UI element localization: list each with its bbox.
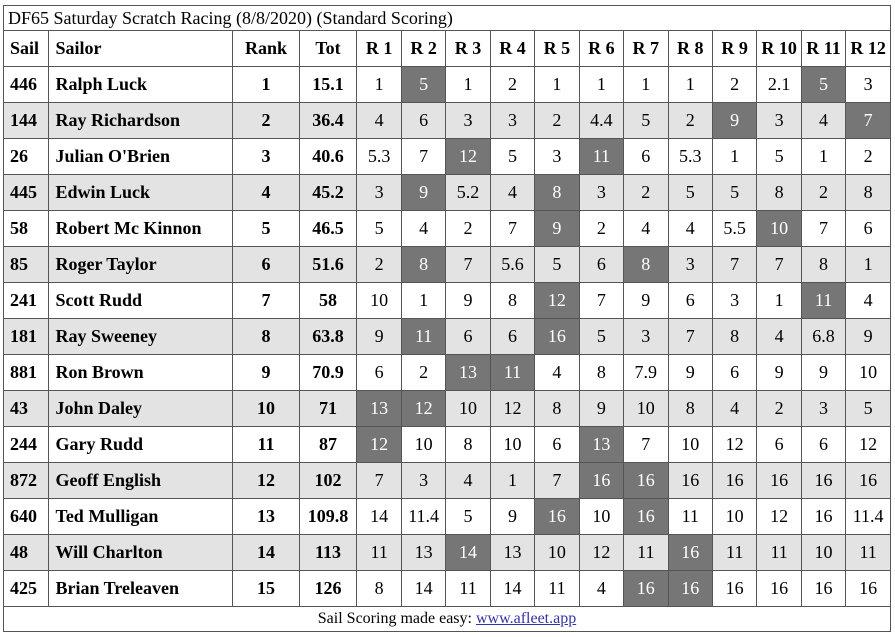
race-score: 4	[757, 319, 801, 355]
race-score: 7	[357, 463, 401, 499]
race-score: 10	[357, 283, 401, 319]
header-race-1: R 1	[357, 31, 401, 67]
race-score: 6	[579, 247, 623, 283]
total-points: 102	[299, 463, 357, 499]
race-score: 3	[401, 463, 445, 499]
race-score: 14	[401, 571, 445, 607]
race-score: 5.3	[357, 139, 401, 175]
race-score: 9	[801, 355, 845, 391]
race-score: 6	[446, 319, 490, 355]
page-title: DF65 Saturday Scratch Racing (8/8/2020) (Standard Scoring)	[4, 6, 891, 31]
race-score-discarded: 8	[401, 247, 445, 283]
rank-value: 4	[233, 175, 299, 211]
race-score: 8	[446, 427, 490, 463]
table-row	[4, 499, 891, 535]
race-score: 6	[668, 283, 712, 319]
race-score-discarded: 16	[624, 571, 668, 607]
race-score-discarded: 12	[357, 427, 401, 463]
rank-value: 12	[233, 463, 299, 499]
race-score-discarded: 14	[446, 535, 490, 571]
header-race-7: R 7	[624, 31, 668, 67]
race-score: 4	[624, 211, 668, 247]
race-score: 13	[490, 535, 534, 571]
race-score-discarded: 16	[668, 535, 712, 571]
race-score: 11.4	[846, 499, 891, 535]
results-body	[4, 67, 891, 607]
race-score: 12	[712, 427, 756, 463]
race-score-discarded: 16	[579, 463, 623, 499]
race-score: 5	[846, 391, 891, 427]
race-score-discarded: 16	[668, 571, 712, 607]
race-score: 10	[579, 499, 623, 535]
race-score: 1	[712, 139, 756, 175]
table-row	[4, 463, 891, 499]
rank-value: 7	[233, 283, 299, 319]
total-points: 113	[299, 535, 357, 571]
race-score: 9	[846, 319, 891, 355]
rank-value: 14	[233, 535, 299, 571]
race-score: 3	[846, 67, 891, 103]
header-race-5: R 5	[535, 31, 579, 67]
race-score: 1	[624, 67, 668, 103]
sailor-name: Scott Rudd	[49, 283, 233, 319]
header-race-6: R 6	[579, 31, 623, 67]
header-sailor: Sailor	[49, 31, 233, 67]
rank-value: 3	[233, 139, 299, 175]
race-score: 7	[535, 463, 579, 499]
race-score: 7	[446, 247, 490, 283]
race-score: 3	[490, 103, 534, 139]
table-row	[4, 319, 891, 355]
race-score-discarded: 10	[757, 211, 801, 247]
race-score: 3	[535, 139, 579, 175]
race-score: 12	[579, 535, 623, 571]
total-points: 109.8	[299, 499, 357, 535]
race-score: 7	[757, 247, 801, 283]
race-score: 5	[757, 139, 801, 175]
race-score: 10	[801, 535, 845, 571]
sail-number: 144	[4, 103, 49, 139]
race-score: 11	[712, 535, 756, 571]
race-score: 16	[668, 463, 712, 499]
race-score: 10	[712, 499, 756, 535]
rank-value: 8	[233, 319, 299, 355]
race-score: 11	[357, 535, 401, 571]
race-score: 3	[668, 247, 712, 283]
race-score: 7	[712, 247, 756, 283]
race-score: 10	[668, 427, 712, 463]
race-score: 1	[757, 283, 801, 319]
race-score: 7.9	[624, 355, 668, 391]
race-score: 8	[757, 175, 801, 211]
race-score: 1	[668, 67, 712, 103]
race-score: 6	[846, 211, 891, 247]
sail-number: 446	[4, 67, 49, 103]
sailor-name: Brian Treleaven	[49, 571, 233, 607]
table-row	[4, 355, 891, 391]
race-score-discarded: 11	[490, 355, 534, 391]
table-row	[4, 67, 891, 103]
sailor-name: Edwin Luck	[49, 175, 233, 211]
race-score: 9	[757, 355, 801, 391]
race-score: 3	[579, 175, 623, 211]
race-score: 9	[624, 283, 668, 319]
race-score-discarded: 12	[446, 139, 490, 175]
race-score: 13	[401, 535, 445, 571]
race-score: 8	[712, 319, 756, 355]
race-score: 7	[624, 427, 668, 463]
race-score: 16	[846, 571, 891, 607]
race-score: 9	[446, 283, 490, 319]
race-score: 2	[579, 211, 623, 247]
race-score: 8	[357, 571, 401, 607]
race-score: 2.1	[757, 67, 801, 103]
race-score: 8	[801, 247, 845, 283]
header-row	[4, 31, 891, 67]
race-score: 5	[712, 175, 756, 211]
race-score: 2	[446, 211, 490, 247]
race-score-discarded: 16	[535, 499, 579, 535]
race-score: 16	[712, 571, 756, 607]
race-score: 2	[535, 103, 579, 139]
total-points: 40.6	[299, 139, 357, 175]
race-score: 16	[712, 463, 756, 499]
race-score: 2	[624, 175, 668, 211]
total-points: 15.1	[299, 67, 357, 103]
sail-number: 425	[4, 571, 49, 607]
sailor-name: Ralph Luck	[49, 67, 233, 103]
race-score: 6.8	[801, 319, 845, 355]
race-score-discarded: 9	[712, 103, 756, 139]
race-score: 2	[846, 139, 891, 175]
race-score: 16	[846, 463, 891, 499]
sailor-name: John Daley	[49, 391, 233, 427]
race-score: 4	[401, 211, 445, 247]
race-score: 11	[757, 535, 801, 571]
race-score: 7	[401, 139, 445, 175]
race-score: 8	[535, 391, 579, 427]
footer	[4, 607, 891, 632]
race-score: 10	[401, 427, 445, 463]
rank-value: 1	[233, 67, 299, 103]
sailor-name: Gary Rudd	[49, 427, 233, 463]
race-score: 4	[490, 175, 534, 211]
sailor-name: Robert Mc Kinnon	[49, 211, 233, 247]
race-score-discarded: 16	[624, 499, 668, 535]
table-row	[4, 247, 891, 283]
total-points: 46.5	[299, 211, 357, 247]
race-score-discarded: 9	[401, 175, 445, 211]
race-score: 14	[490, 571, 534, 607]
sailor-name: Ray Sweeney	[49, 319, 233, 355]
header-tot: Tot	[299, 31, 357, 67]
race-score: 1	[357, 67, 401, 103]
race-score: 8	[846, 175, 891, 211]
race-score: 11	[446, 571, 490, 607]
total-points: 51.6	[299, 247, 357, 283]
race-score-discarded: 13	[579, 427, 623, 463]
race-score: 16	[801, 499, 845, 535]
table-row	[4, 391, 891, 427]
race-score: 1	[801, 139, 845, 175]
header-race-11: R 11	[801, 31, 845, 67]
race-score: 12	[490, 391, 534, 427]
race-score: 10	[846, 355, 891, 391]
race-score: 5	[624, 103, 668, 139]
race-score: 16	[801, 571, 845, 607]
sailor-name: Geoff English	[49, 463, 233, 499]
race-score: 3	[757, 103, 801, 139]
race-score: 12	[846, 427, 891, 463]
race-score: 1	[490, 463, 534, 499]
race-score: 4	[846, 283, 891, 319]
race-score: 4	[801, 103, 845, 139]
sailor-name: Julian O'Brien	[49, 139, 233, 175]
sail-number: 640	[4, 499, 49, 535]
race-score: 5.5	[712, 211, 756, 247]
results-table-wrapper	[3, 5, 891, 632]
race-score-discarded: 12	[401, 391, 445, 427]
table-row	[4, 283, 891, 319]
race-score: 6	[490, 319, 534, 355]
race-score: 3	[357, 175, 401, 211]
sail-number: 58	[4, 211, 49, 247]
header-race-9: R 9	[712, 31, 756, 67]
race-score: 9	[668, 355, 712, 391]
header-race-8: R 8	[668, 31, 712, 67]
race-score-discarded: 13	[357, 391, 401, 427]
race-score: 8	[490, 283, 534, 319]
race-score-discarded: 16	[535, 319, 579, 355]
race-score: 7	[490, 211, 534, 247]
race-score: 4	[668, 211, 712, 247]
total-points: 126	[299, 571, 357, 607]
race-score: 10	[490, 427, 534, 463]
race-score: 3	[446, 103, 490, 139]
race-score-discarded: 11	[579, 139, 623, 175]
header-rank: Rank	[233, 31, 299, 67]
race-score: 11	[535, 571, 579, 607]
race-score: 6	[357, 355, 401, 391]
race-score: 14	[357, 499, 401, 535]
header-race-12: R 12	[846, 31, 891, 67]
header-sail: Sail	[4, 31, 49, 67]
race-score: 9	[490, 499, 534, 535]
race-score: 2	[401, 355, 445, 391]
race-score: 9	[579, 391, 623, 427]
sail-number: 48	[4, 535, 49, 571]
footer-row	[4, 607, 891, 632]
race-score-discarded: 8	[624, 247, 668, 283]
table-row	[4, 211, 891, 247]
rank-value: 9	[233, 355, 299, 391]
sailor-name: Ron Brown	[49, 355, 233, 391]
race-score: 6	[401, 103, 445, 139]
rank-value: 13	[233, 499, 299, 535]
sail-number: 181	[4, 319, 49, 355]
race-score: 3	[801, 391, 845, 427]
header-race-2: R 2	[401, 31, 445, 67]
sailor-name: Ray Richardson	[49, 103, 233, 139]
race-score-discarded: 12	[535, 283, 579, 319]
total-points: 63.8	[299, 319, 357, 355]
table-row	[4, 571, 891, 607]
race-score: 5	[357, 211, 401, 247]
race-score: 10	[624, 391, 668, 427]
race-score: 6	[535, 427, 579, 463]
race-score: 2	[757, 391, 801, 427]
race-score: 16	[801, 463, 845, 499]
race-score-discarded: 5	[801, 67, 845, 103]
total-points: 70.9	[299, 355, 357, 391]
sailor-name: Roger Taylor	[49, 247, 233, 283]
race-score-discarded: 5	[401, 67, 445, 103]
sail-number: 445	[4, 175, 49, 211]
sail-number: 244	[4, 427, 49, 463]
race-score: 6	[801, 427, 845, 463]
race-score: 2	[490, 67, 534, 103]
race-score: 2	[357, 247, 401, 283]
race-score-discarded: 16	[624, 463, 668, 499]
race-score: 7	[801, 211, 845, 247]
race-score: 12	[757, 499, 801, 535]
race-score: 3	[624, 319, 668, 355]
race-score-discarded: 11	[401, 319, 445, 355]
race-score: 5	[535, 247, 579, 283]
race-score: 2	[801, 175, 845, 211]
race-score: 5.2	[446, 175, 490, 211]
race-score: 7	[579, 283, 623, 319]
rank-value: 10	[233, 391, 299, 427]
race-score: 6	[712, 355, 756, 391]
rank-value: 2	[233, 103, 299, 139]
total-points: 36.4	[299, 103, 357, 139]
sail-number: 872	[4, 463, 49, 499]
race-score: 5.6	[490, 247, 534, 283]
total-points: 45.2	[299, 175, 357, 211]
sailor-name: Will Charlton	[49, 535, 233, 571]
race-score: 9	[357, 319, 401, 355]
table-row	[4, 535, 891, 571]
sail-number: 26	[4, 139, 49, 175]
race-score: 11	[668, 499, 712, 535]
total-points: 58	[299, 283, 357, 319]
sailor-name: Ted Mulligan	[49, 499, 233, 535]
race-score: 3	[712, 283, 756, 319]
afleet-link[interactable]: www.afleet.app	[475, 610, 577, 627]
race-score: 2	[668, 103, 712, 139]
table-row	[4, 175, 891, 211]
race-score: 8	[668, 391, 712, 427]
race-score: 4	[579, 571, 623, 607]
header-race-4: R 4	[490, 31, 534, 67]
header-race-10: R 10	[757, 31, 801, 67]
race-score: 5	[446, 499, 490, 535]
race-score: 4.4	[579, 103, 623, 139]
race-score: 1	[579, 67, 623, 103]
sail-number: 881	[4, 355, 49, 391]
table-row	[4, 427, 891, 463]
sail-number: 85	[4, 247, 49, 283]
race-score: 5.3	[668, 139, 712, 175]
total-points: 87	[299, 427, 357, 463]
race-score: 1	[846, 247, 891, 283]
race-score-discarded: 9	[535, 211, 579, 247]
sail-number: 241	[4, 283, 49, 319]
table-row	[4, 139, 891, 175]
results-table	[3, 5, 891, 632]
rank-value: 11	[233, 427, 299, 463]
race-score-discarded: 11	[801, 283, 845, 319]
race-score-discarded: 7	[846, 103, 891, 139]
table-row	[4, 103, 891, 139]
race-score: 5	[579, 319, 623, 355]
total-points: 71	[299, 391, 357, 427]
race-score: 6	[624, 139, 668, 175]
race-score: 4	[446, 463, 490, 499]
race-score: 11.4	[401, 499, 445, 535]
race-score: 5	[490, 139, 534, 175]
race-score: 10	[446, 391, 490, 427]
race-score: 16	[757, 463, 801, 499]
race-score-discarded: 8	[535, 175, 579, 211]
title-row	[4, 6, 891, 31]
rank-value: 5	[233, 211, 299, 247]
race-score: 5	[668, 175, 712, 211]
race-score: 11	[624, 535, 668, 571]
race-score: 1	[535, 67, 579, 103]
race-score: 7	[668, 319, 712, 355]
race-score-discarded: 13	[446, 355, 490, 391]
race-score: 6	[757, 427, 801, 463]
race-score: 10	[535, 535, 579, 571]
race-score: 4	[357, 103, 401, 139]
race-score: 11	[846, 535, 891, 571]
sail-number: 43	[4, 391, 49, 427]
race-score: 2	[712, 67, 756, 103]
race-score: 4	[535, 355, 579, 391]
rank-value: 6	[233, 247, 299, 283]
footer-text: Sail Scoring made easy:	[317, 610, 476, 627]
race-score: 1	[446, 67, 490, 103]
header-race-3: R 3	[446, 31, 490, 67]
rank-value: 15	[233, 571, 299, 607]
race-score: 4	[712, 391, 756, 427]
race-score: 16	[757, 571, 801, 607]
race-score: 1	[401, 283, 445, 319]
race-score: 8	[579, 355, 623, 391]
